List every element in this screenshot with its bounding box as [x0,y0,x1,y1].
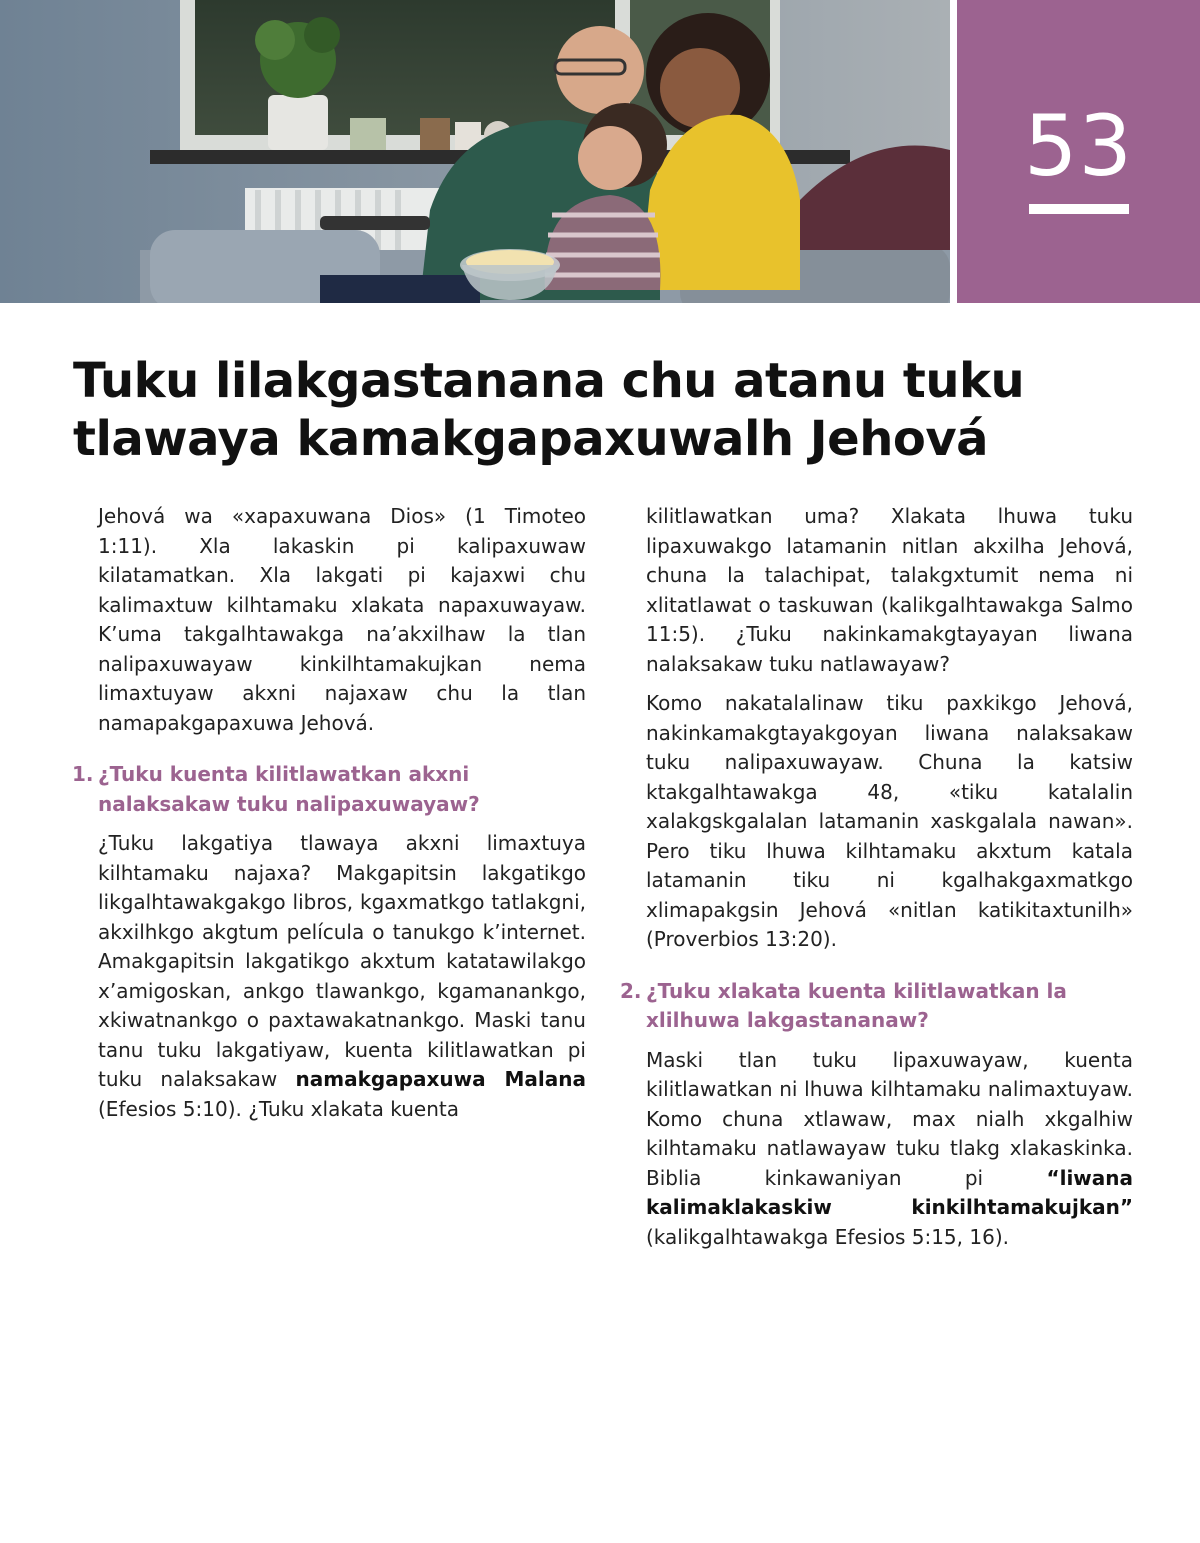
question-1-paragraph-1-continued: kilitlawatkan uma? Xlakata lhuwa tuku lipaxuwakgo latamanin nitlan akxilha Jehová, chuna la talachipat, talakgxtumit nema ni xlitatlawat o taskuwan (kalikgalhtawakga Salmo 11:5). ¿Tuku nakinkamakgtayayan liwana nalaksakaw tuku natlawayaw? [646,504,1133,676]
q1-p1-text-after: (Efesios 5:10). ¿Tuku xlakata kuenta [98,1096,459,1121]
intro-paragraph: Jehová wa «xapaxuwana Dios» (1 Timoteo 1:11). Xla lakaskin pi kalipaxuwaw kilatamatkan. Xla lakgati pi kajaxwi chu kalimaxtuw kilhtamaku xlakata napaxuwayaw. K’uma takgalhtawakga na’akxilhaw la tlan nalipaxuwayaw kinkilhtamakujkan nema limaxtuyaw akxni najaxaw chu la tlan namapakgapaxuwa Jehová. [98,504,586,735]
question-1 [72,760,586,819]
left-column [72,502,586,1134]
question-1-number: 1. [72,762,94,786]
lesson-number-box [957,0,1200,303]
q2-bold: “liwana kalimaklakaskiw kinkilhtamakujkan” [646,1165,1133,1219]
header-photo [0,0,950,303]
title-line-1: Tuku lilakgastanana chu atanu tuku [73,353,1025,409]
lesson-title [73,352,1133,468]
title-line-2: tlawaya kamakgapaxuwalh Jehová [73,411,989,467]
q2-text-before: Maski tlan tuku lipaxuwayaw, kuenta kilitlawatkan ni lhuwa kilhtamaku nalimaxtuyaw. Komo chuna xtlawaw, max nialh xkgalhiw kilhtamaku natlawayaw tuku tlakg xlakaskinka. Biblia kinkawaniyan pi [646,1047,1133,1190]
q1-p1-text-before: ¿Tuku lakgatiya tlawaya akxni limaxtuya kilhtamaku najaxa? Makgapitsin lakgatikgo likgalhtawakgakgo libros, kgaxmatkgo tatlakgni, akxilhkgo akgtum película o tanukgo k’internet. Amakgapitsin lakgatikgo akxtum katatawilakgo x’amigoskan, ankgo tlawankgo, kgamanankgo, xkiwatnankgo o paxtawakatnankgo. Maski tanu tanu tuku lakgatiyaw, kuenta kilitlawatkan pi tuku nalaksakaw [98,831,586,1091]
lesson-number: 53 [1024,97,1133,195]
question-2-number: 2. [620,978,642,1003]
question-1-paragraph-1 [98,829,586,1124]
question-1-paragraph-2: Komo nakatalalinaw tiku paxkikgo Jehová, nakinkamakgtayakgoyan liwana nalaksakaw tuku nalipaxuwayaw. Chuna la katsiw ktakgalhtawakga 48, «tiku katalalin xalakgskgalalan latamanin xaskgalala nawan». Pero tiku lhuwa kilhtamaku akxtum katala latamanin tiku ni kgalhakgaxmatkgo xlimapakgsin Jehová «nitlan katikitaxtunilh» (Proverbios 13:20). [646,691,1133,951]
question-2 [620,977,1133,1036]
q2-text-after: (kalikgalhtawakga Efesios 5:15, 16). [646,1224,1009,1249]
q1-p1-bold: namakgapaxuwa Malana [295,1067,586,1091]
question-2-text: ¿Tuku xlakata kuenta kilitlawatkan la xlilhuwa lakgastananaw? [646,978,1067,1032]
question-1-text: ¿Tuku kuenta kilitlawatkan akxni nalaksakaw tuku nalipaxuwayaw? [98,762,480,816]
question-2-paragraph [646,1046,1133,1253]
lesson-number-underline [1029,204,1129,214]
right-column [620,502,1133,1262]
